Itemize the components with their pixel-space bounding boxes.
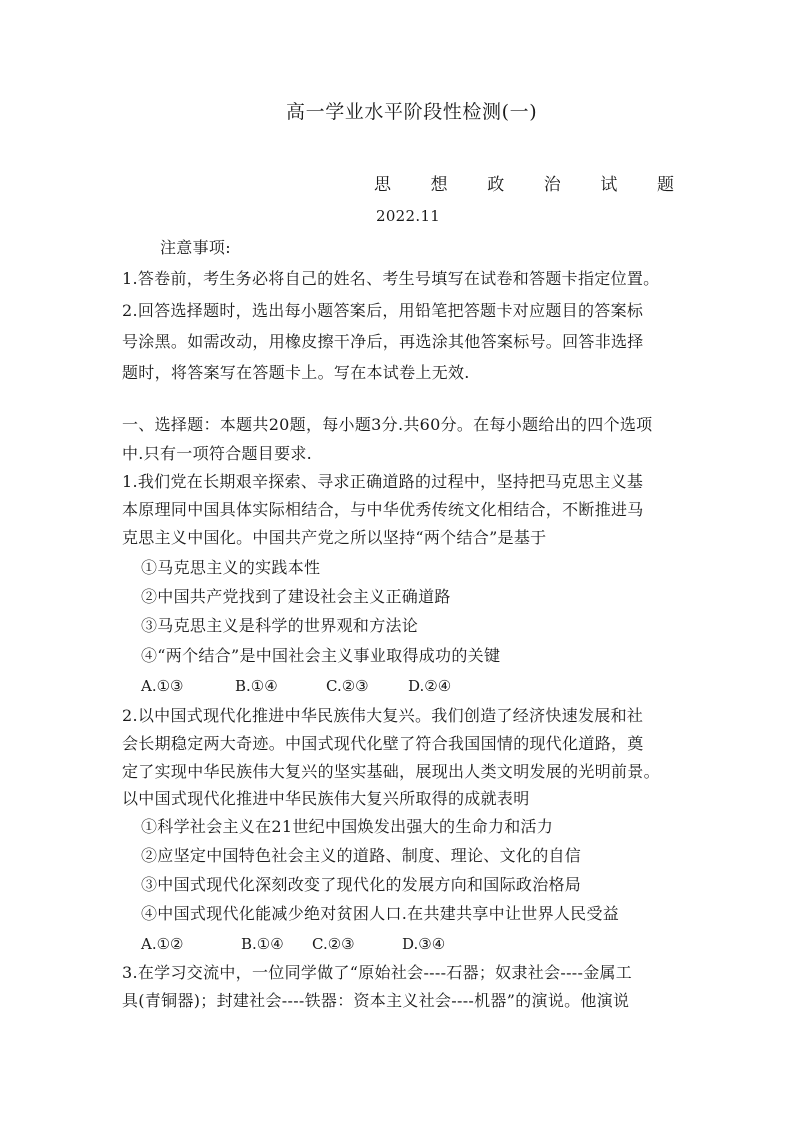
option-c: C.②③ bbox=[326, 677, 369, 695]
exam-title: 高一学业水平阶段性检测(一) bbox=[286, 101, 538, 123]
subject-char: 试 bbox=[600, 175, 618, 195]
notice-line: 题时，将答案写在答题卡上。写在本试卷上无效. bbox=[122, 363, 470, 382]
subject-char: 治 bbox=[543, 175, 561, 195]
subject-char: 政 bbox=[487, 175, 505, 195]
option-c: C.②③ bbox=[312, 935, 355, 953]
option-a: A.①③ bbox=[141, 677, 184, 695]
question-2-item: ①科学社会主义在21世纪中国焕发出强大的生命力和活力 bbox=[141, 817, 554, 836]
question-1-stem: 本原理同中国具体实际相结合，与中华优秀传统文化相结合，不断推进马 bbox=[122, 500, 644, 519]
question-2-stem: 会长期稳定两大奇迹。中国式现代化壁了符合我国国情的现代化道路，奠 bbox=[122, 734, 644, 753]
question-1-item: ④“两个结合”是中国社会主义事业取得成功的关键 bbox=[141, 646, 501, 665]
question-1-item: ①马克思主义的实践本性 bbox=[141, 558, 321, 577]
notice-line: 号涂黑。如需改动，用橡皮擦干净后，再选涂其他答案标号。回答非选择 bbox=[122, 332, 644, 351]
question-2-stem: 2.以中国式现代化推进中华民族伟大复兴。我们创造了经济快速发展和社 bbox=[122, 706, 644, 725]
option-d: D.③④ bbox=[402, 935, 446, 953]
question-1-item: ②中国共产党找到了建设社会主义正确道路 bbox=[141, 587, 451, 606]
option-a: A.①② bbox=[141, 935, 184, 953]
option-b: B.①④ bbox=[241, 935, 284, 953]
subject-char: 思 bbox=[374, 175, 391, 195]
question-1-stem: 克思主义中国化。中国共产党之所以坚持“两个结合”是基于 bbox=[122, 528, 547, 547]
question-2-item: ④中国式现代化能减少绝对贫困人口.在共建共享中让世界人民受益 bbox=[141, 904, 620, 923]
option-d: D.②④ bbox=[408, 677, 452, 695]
question-2-stem: 以中国式现代化推进中华民族伟大复兴所取得的成就表明 bbox=[122, 789, 530, 808]
question-3-stem: 3.在学习交流中，一位同学做了“原始社会----石器；奴隶社会----金属工 bbox=[122, 963, 633, 982]
notice-line: 2.回答选择题时，选出每小题答案后，用铅笔把答题卡对应题目的答案标 bbox=[122, 301, 644, 320]
section-heading: 中.只有一项符合题目要求. bbox=[122, 444, 313, 463]
exam-date: 2022.11 bbox=[376, 207, 441, 225]
notice-line: 1.答卷前，考生务必将自己的姓名、考生号填写在试卷和答题卡指定位置。 bbox=[122, 269, 660, 288]
subject-char: 题 bbox=[656, 175, 674, 195]
question-2-item: ③中国式现代化深刻改变了现代化的发展方向和国际政治格局 bbox=[141, 875, 582, 894]
question-3-stem: 具(青铜器)；封建社会----铁器：资本主义社会----机器”的演说。他演说 bbox=[122, 991, 630, 1010]
subject-title bbox=[374, 174, 674, 196]
option-b: B.①④ bbox=[235, 677, 278, 695]
notice-heading: 注意事项: bbox=[160, 238, 231, 257]
subject-char: 想 bbox=[430, 175, 448, 195]
question-1-stem: 1.我们党在长期艰辛探索、寻求正确道路的过程中，坚持把马克思主义基 bbox=[122, 472, 644, 491]
question-1-item: ③马克思主义是科学的世界观和方法论 bbox=[141, 616, 419, 635]
question-2-stem: 定了实现中华民族伟大复兴的坚实基础，展现出人类文明发展的光明前景。 bbox=[122, 762, 660, 781]
section-heading: 一、选择题：本题共20题，每小题3分.共60分。在每小题给出的四个选项 bbox=[122, 415, 653, 434]
question-2-item: ②应坚定中国特色社会主义的道路、制度、理论、文化的自信 bbox=[141, 846, 582, 865]
